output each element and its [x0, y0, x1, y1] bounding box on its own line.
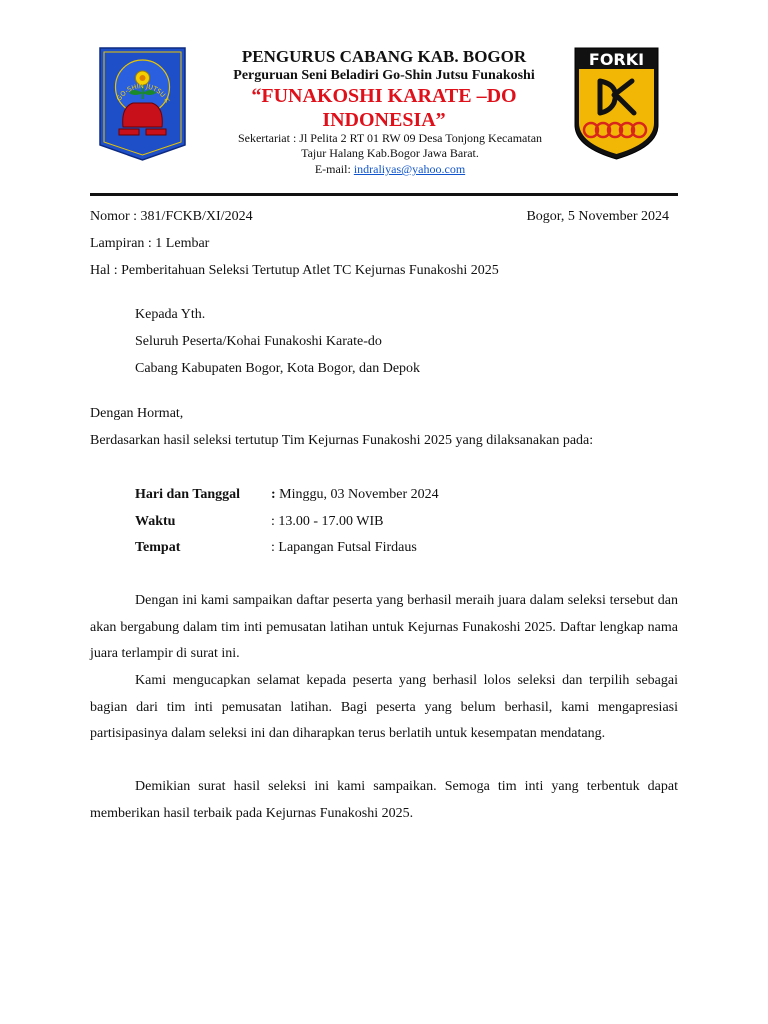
recipient-line: Seluruh Peserta/Kohai Funakoshi Karate-do [135, 334, 382, 349]
header-divider [90, 193, 678, 196]
place-date: Bogor, 5 November 2024 [526, 209, 669, 224]
detail-value-text: Minggu, 03 November 2024 [275, 487, 439, 502]
detail-label: Hari dan Tanggal [135, 487, 241, 502]
detail-value [271, 539, 417, 557]
detail-label: Tempat [135, 540, 181, 555]
address-line-1: Sekertariat : Jl Pelita 2 RT 01 RW 09 Desa Tonjong Kecamatan [237, 131, 543, 145]
email-label: E-mail: [314, 162, 354, 176]
detail-value [271, 513, 384, 531]
greeting: Dengan Hormat, [90, 406, 184, 421]
recipient-line: Kepada Yth. [135, 307, 206, 322]
address-line-2: Tajur Halang Kab.Bogor Jawa Barat. [301, 146, 479, 160]
forki-logo-text: FORKI [588, 50, 645, 69]
subject-line: Hal : Pemberitahuan Seleksi Tertutup Atlet TC Kejurnas Funakoshi 2025 [90, 263, 499, 278]
organization-subtitle: Perguruan Seni Beladiri Go-Shin Jutsu Funakoshi [233, 68, 535, 83]
detail-separator: : [271, 487, 276, 502]
organization-title-line-2: INDONESIA” [322, 109, 446, 131]
detail-separator: : [271, 540, 275, 555]
organization-name: PENGURUS CABANG KAB. BOGOR [241, 47, 527, 66]
svg-text:GO-SHIN JUTSU KARATE: GO-SHIN JUTSU K [114, 82, 172, 104]
body-paragraph: Demikian surat hasil seleksi ini kami sampaikan. Semoga tim inti yang terbentuk dapat memberikan hasil terbaik pada Kejurnas Funakoshi 2025. [90, 779, 678, 821]
recipient-line: Cabang Kabupaten Bogor, Kota Bogor, dan Depok [135, 361, 421, 376]
detail-separator: : [271, 514, 275, 529]
organization-title-line-1: “FUNAKOSHI KARATE –DO [251, 85, 517, 107]
attachment-line: Lampiran : 1 Lembar [90, 236, 210, 251]
letter-number: Nomor : 381/FCKB/XI/2024 [90, 209, 253, 224]
email-line [6, 162, 768, 177]
detail-value-text: Lapangan Futsal Firdaus [274, 540, 417, 555]
body-paragraph: Dengan ini kami sampaikan daftar peserta yang berhasil meraih juara dalam seleksi tersebut dan akan bergabung dalam tim inti pemusatan latihan untuk Kejurnas Funakoshi 2025. Daftar lengkap nama juara terlampir di surat ini. [90, 593, 678, 661]
email-link[interactable]: indraliyas@yahoo.com [353, 162, 466, 176]
detail-value [271, 486, 439, 504]
intro-sentence: Berdasarkan hasil seleksi tertutup Tim Kejurnas Funakoshi 2025 yang dilaksanakan pada: [90, 433, 594, 448]
body-paragraph: Kami mengucapkan selamat kepada peserta yang berhasil lolos seleksi dan terpilih sebagai bagian dari tim inti pemusatan latihan. Bagi peserta yang belum berhasil, kami mengapresiasi partisipasinya dalam seleksi ini dan diharapkan terus berlatih untuk kesempatan mendatang. [90, 673, 678, 741]
detail-label: Waktu [135, 514, 176, 529]
detail-value-text: 13.00 - 17.00 WIB [274, 514, 384, 529]
